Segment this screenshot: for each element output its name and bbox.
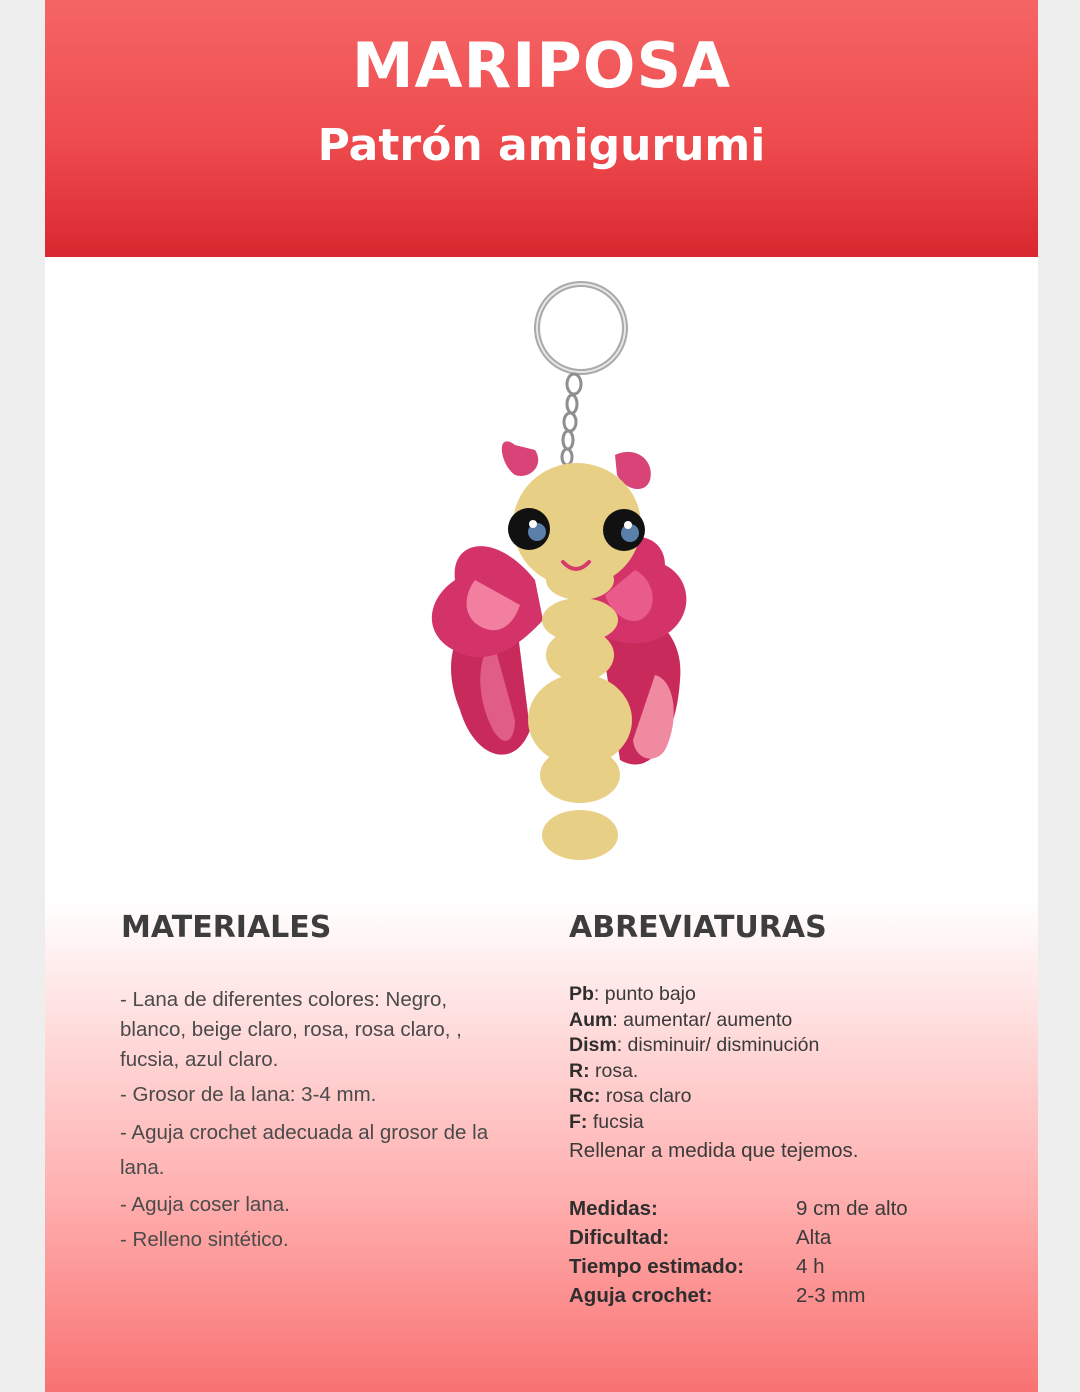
abbreviation-item <box>569 1110 1009 1136</box>
abbreviation-item <box>569 1008 1009 1034</box>
materials-item: - Lana de diferentes colores: Negro, blanco, beige claro, rosa, rosa claro, , fucsia, azul claro. <box>120 988 462 1071</box>
chain-icon <box>562 374 581 465</box>
abbreviation-meaning: : aumentar/ aumento <box>612 1008 793 1031</box>
abbreviation-item <box>569 982 1009 1008</box>
materials-list <box>120 985 500 1260</box>
abbreviation-key: Pb <box>569 983 594 1005</box>
antenna-left-icon <box>502 441 538 476</box>
abbreviation-key: R: <box>569 1059 590 1082</box>
spec-value: 9 cm de alto <box>796 1197 908 1220</box>
spec-row <box>569 1194 1009 1223</box>
abbreviation-item <box>569 1084 1009 1110</box>
abbreviation-key: F: <box>569 1110 588 1133</box>
spec-value: 2-3 mm <box>796 1284 866 1307</box>
butterfly-keychain-image <box>365 280 725 860</box>
abbreviation-key: Aum <box>569 1008 613 1031</box>
spec-row <box>569 1281 1009 1310</box>
abbreviations-heading: ABREVIATURAS <box>569 910 827 945</box>
abbreviation-meaning: rosa claro <box>600 1085 692 1108</box>
stuffing-note: Rellenar a medida que tejemos. <box>569 1139 859 1162</box>
abbreviation-meaning: : disminuir/ disminución <box>616 1034 820 1057</box>
abbreviation-item <box>569 1033 1009 1059</box>
materials-item: - Aguja coser lana. <box>120 1193 290 1216</box>
page-subtitle: Patrón amigurumi <box>317 120 766 171</box>
spec-label: Medidas: <box>569 1197 658 1220</box>
abbreviation-key: Rc: <box>569 1085 601 1108</box>
abbreviation-meaning: fucsia <box>587 1110 644 1133</box>
materials-item: - Relleno sintético. <box>120 1228 289 1251</box>
specs-table <box>569 1194 1009 1310</box>
spec-value: Alta <box>796 1226 832 1249</box>
spec-row <box>569 1252 1009 1281</box>
abbreviation-key: Dism <box>569 1034 617 1057</box>
header-banner <box>45 0 1038 257</box>
materials-item: - Aguja crochet adecuada al grosor de la lana. <box>120 1121 489 1179</box>
materials-item: - Grosor de la lana: 3-4 mm. <box>120 1083 377 1106</box>
materials-heading: MATERIALES <box>121 910 332 945</box>
abbreviation-meaning: : punto bajo <box>593 983 696 1005</box>
abbreviations-list <box>569 982 1009 1136</box>
abbreviation-item <box>569 1059 1009 1085</box>
spec-value: 4 h <box>796 1255 825 1278</box>
spec-label: Dificultad: <box>569 1226 670 1249</box>
spec-label: Tiempo estimado: <box>569 1255 745 1278</box>
pattern-page <box>45 0 1038 1392</box>
abbreviation-meaning: rosa. <box>589 1059 639 1082</box>
spec-label: Aguja crochet: <box>569 1284 713 1307</box>
spec-row <box>569 1223 1009 1252</box>
page-title: MARIPOSA <box>351 29 732 102</box>
